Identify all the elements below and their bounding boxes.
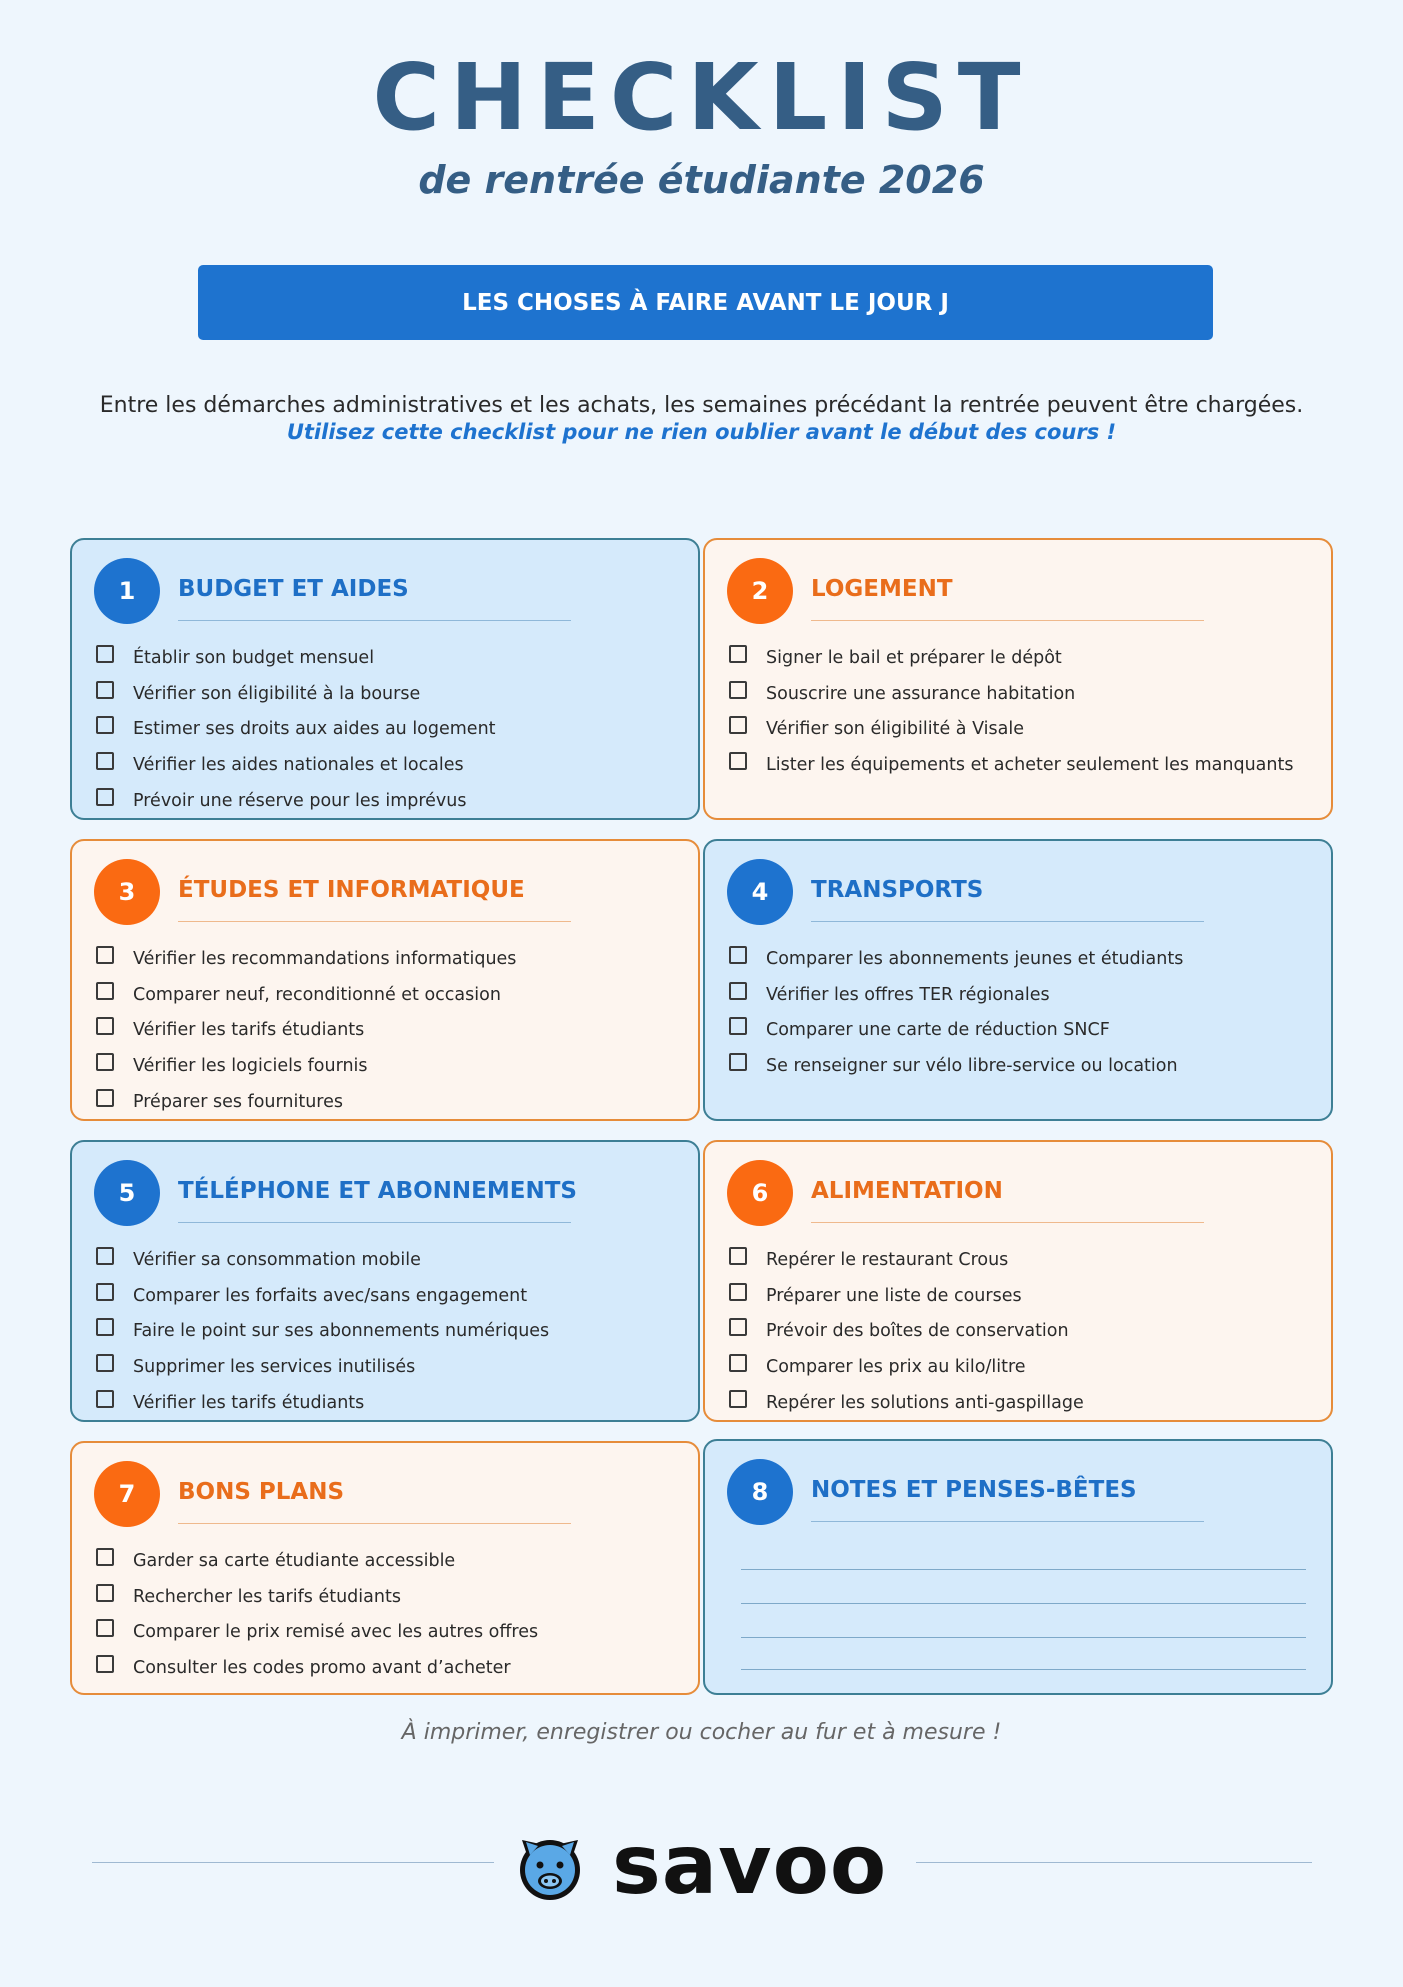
- checklist-item-label: Supprimer les services inutilisés: [133, 1356, 416, 1377]
- checklist-item-label: Signer le bail et préparer le dépôt: [766, 647, 1062, 668]
- section-title-underline: [811, 1521, 1204, 1522]
- checklist-item[interactable]: [96, 1313, 549, 1349]
- checklist-item[interactable]: [96, 1278, 549, 1314]
- checklist-item-label: Se renseigner sur vélo libre-service ou location: [766, 1055, 1178, 1076]
- section-card-1: [70, 538, 700, 820]
- checklist-item-label: Consulter les codes promo avant d’acheter: [133, 1657, 511, 1678]
- checklist-item-label: Vérifier les recommandations informatiques: [133, 948, 517, 969]
- section-title: BONS PLANS: [178, 1479, 345, 1505]
- checkbox[interactable]: [96, 1089, 114, 1107]
- section-number-badge: 4: [727, 859, 793, 925]
- checklist-item-label: Vérifier les tarifs étudiants: [133, 1392, 365, 1413]
- checklist-item[interactable]: [729, 941, 1183, 977]
- section-title: LOGEMENT: [811, 576, 953, 602]
- section-title: TRANSPORTS: [811, 877, 984, 903]
- checklist-item-label: Faire le point sur ses abonnements numériques: [133, 1321, 550, 1342]
- section-title: BUDGET ET AIDES: [178, 576, 409, 602]
- checklist-item-label: Établir son budget mensuel: [133, 647, 375, 668]
- checkbox[interactable]: [729, 1354, 747, 1372]
- checkbox[interactable]: [729, 645, 747, 663]
- checklist: [96, 941, 516, 1119]
- checklist: [96, 640, 496, 818]
- checklist-item-label: Lister les équipements et acheter seulement les manquants: [766, 754, 1294, 775]
- checkbox[interactable]: [96, 1283, 114, 1301]
- checklist-item-label: Comparer le prix remisé avec les autres offres: [133, 1622, 539, 1643]
- checklist-item[interactable]: [96, 977, 516, 1013]
- checkbox[interactable]: [96, 1390, 114, 1408]
- section-title-underline: [811, 921, 1204, 922]
- note-writing-line[interactable]: [741, 1569, 1306, 1570]
- checklist-item[interactable]: [96, 941, 516, 977]
- intro-text: Entre les démarches administratives et les achats, les semaines précédant la rentrée peuvent être chargées.: [99, 393, 1304, 418]
- section-title: TÉLÉPHONE ET ABONNEMENTS: [178, 1178, 577, 1204]
- checklist-item-label: Souscrire une assurance habitation: [766, 683, 1076, 704]
- checklist: [96, 1543, 538, 1686]
- section-card-6: [703, 1140, 1333, 1422]
- checklist-item[interactable]: [96, 747, 496, 783]
- checkbox[interactable]: [96, 788, 114, 806]
- checklist-item[interactable]: [96, 1048, 516, 1084]
- checklist-item[interactable]: [96, 1614, 538, 1650]
- checkbox[interactable]: [96, 982, 114, 1000]
- checklist-item-label: Comparer les abonnements jeunes et étudiants: [766, 948, 1184, 969]
- note-writing-line[interactable]: [741, 1669, 1306, 1670]
- checklist-item-label: Préparer ses fournitures: [133, 1091, 343, 1112]
- banner: [198, 265, 1213, 340]
- checkbox[interactable]: [729, 752, 747, 770]
- checklist-item[interactable]: [729, 711, 1293, 747]
- pig-icon: [512, 1828, 588, 1904]
- checklist-item[interactable]: [96, 676, 496, 712]
- section-number-badge: 2: [727, 558, 793, 624]
- checklist-item[interactable]: [729, 1385, 1084, 1421]
- checklist-item[interactable]: [96, 1012, 516, 1048]
- checklist-item-label: Vérifier les aides nationales et locales: [133, 754, 464, 775]
- checklist: [729, 640, 1293, 783]
- footer-note: À imprimer, enregistrer ou cocher au fur et à mesure !: [401, 1720, 1002, 1745]
- section-number-badge: 7: [94, 1461, 160, 1527]
- checklist-item[interactable]: [96, 783, 496, 819]
- checklist-item[interactable]: [96, 711, 496, 747]
- checkbox[interactable]: [729, 1318, 747, 1336]
- section-title: NOTES ET PENSES-BÊTES: [811, 1477, 1137, 1503]
- checklist-item[interactable]: [96, 1349, 549, 1385]
- footer-divider-left: [92, 1862, 494, 1863]
- section-title-underline: [811, 1222, 1204, 1223]
- checklist-item[interactable]: [729, 1048, 1183, 1084]
- intro-highlight: Utilisez cette checklist pour ne rien oublier avant le début des cours !: [286, 420, 1117, 444]
- checkbox[interactable]: [729, 1283, 747, 1301]
- checklist-item[interactable]: [729, 676, 1293, 712]
- checkbox[interactable]: [729, 982, 747, 1000]
- footer-divider-right: [916, 1862, 1312, 1863]
- checklist-item-label: Rechercher les tarifs étudiants: [133, 1586, 401, 1607]
- section-number-badge: 1: [94, 558, 160, 624]
- checkbox[interactable]: [96, 1619, 114, 1637]
- section-number-badge: 5: [94, 1160, 160, 1226]
- checkbox[interactable]: [96, 946, 114, 964]
- checkbox[interactable]: [96, 1017, 114, 1035]
- checklist-item[interactable]: [729, 977, 1183, 1013]
- brand-logo: [512, 1818, 888, 1913]
- checklist-item-label: Prévoir des boîtes de conservation: [766, 1321, 1069, 1342]
- section-card-2: [703, 538, 1333, 820]
- section-card-7: [70, 1441, 700, 1695]
- checklist-item-label: Vérifier sa consommation mobile: [133, 1249, 421, 1270]
- checklist-item[interactable]: [729, 1278, 1084, 1314]
- checklist-item[interactable]: [96, 640, 496, 676]
- checklist-item-label: Comparer neuf, reconditionné et occasion: [133, 984, 501, 1005]
- checklist-item-label: Comparer une carte de réduction SNCF: [766, 1020, 1110, 1041]
- section-title: ALIMENTATION: [811, 1178, 1003, 1204]
- checklist-item-label: Vérifier son éligibilité à Visale: [766, 719, 1025, 740]
- checklist-item[interactable]: [96, 1650, 538, 1686]
- checkbox[interactable]: [96, 1247, 114, 1265]
- checklist-item-label: Repérer les solutions anti-gaspillage: [766, 1392, 1084, 1413]
- checkbox[interactable]: [729, 681, 747, 699]
- checkbox[interactable]: [96, 1584, 114, 1602]
- section-title-underline: [178, 921, 571, 922]
- checkbox[interactable]: [729, 1053, 747, 1071]
- checklist: [729, 941, 1183, 1084]
- brand-wordmark: savoo: [612, 1818, 888, 1913]
- checklist-item[interactable]: [729, 1349, 1084, 1385]
- page-subtitle: de rentrée étudiante 2026: [418, 158, 985, 202]
- checkbox[interactable]: [96, 716, 114, 734]
- section-card-4: [703, 839, 1333, 1121]
- section-number-badge: 6: [727, 1160, 793, 1226]
- note-writing-line[interactable]: [741, 1637, 1306, 1638]
- checklist-item-label: Vérifier les offres TER régionales: [766, 984, 1050, 1005]
- section-card-5: [70, 1140, 700, 1422]
- checklist-item[interactable]: [96, 1543, 538, 1579]
- section-number-badge: 3: [94, 859, 160, 925]
- checklist: [96, 1242, 549, 1420]
- checklist-item-label: Vérifier les tarifs étudiants: [133, 1020, 365, 1041]
- section-title-underline: [178, 1222, 571, 1223]
- checklist-item[interactable]: [729, 747, 1293, 783]
- page-title: CHECKLIST: [372, 44, 1031, 151]
- checklist-item-label: Repérer le restaurant Crous: [766, 1249, 1009, 1270]
- section-card-3: [70, 839, 700, 1121]
- checklist-item-label: Estimer ses droits aux aides au logement: [133, 719, 496, 740]
- checklist-item[interactable]: [96, 1242, 549, 1278]
- section-card-8: [703, 1439, 1333, 1695]
- checkbox[interactable]: [96, 1655, 114, 1673]
- checklist-item-label: Vérifier les logiciels fournis: [133, 1055, 368, 1076]
- checklist-item[interactable]: [96, 1579, 538, 1615]
- checklist-item[interactable]: [729, 1313, 1084, 1349]
- checkbox[interactable]: [729, 1247, 747, 1265]
- checkbox[interactable]: [96, 1548, 114, 1566]
- section-title-underline: [178, 1523, 571, 1524]
- checklist-item[interactable]: [96, 1385, 549, 1421]
- section-number-badge: 8: [727, 1459, 793, 1525]
- checkbox[interactable]: [96, 645, 114, 663]
- checkbox[interactable]: [729, 716, 747, 734]
- checklist-item-label: Préparer une liste de courses: [766, 1285, 1022, 1306]
- checkbox[interactable]: [96, 1354, 114, 1372]
- checklist-item[interactable]: [729, 640, 1293, 676]
- section-title: ÉTUDES ET INFORMATIQUE: [178, 877, 525, 903]
- section-title-underline: [811, 620, 1204, 621]
- checklist-item-label: Prévoir une réserve pour les imprévus: [133, 790, 467, 811]
- banner-label: LES CHOSES À FAIRE AVANT LE JOUR J: [462, 289, 949, 316]
- checklist-item-label: Vérifier son éligibilité à la bourse: [133, 683, 421, 704]
- checklist-item[interactable]: [729, 1012, 1183, 1048]
- checkbox[interactable]: [96, 681, 114, 699]
- section-title-underline: [178, 620, 571, 621]
- checkbox[interactable]: [729, 946, 747, 964]
- checkbox[interactable]: [729, 1390, 747, 1408]
- checkbox[interactable]: [96, 752, 114, 770]
- checklist-item[interactable]: [729, 1242, 1084, 1278]
- checklist-item-label: Comparer les forfaits avec/sans engagement: [133, 1285, 528, 1306]
- note-writing-line[interactable]: [741, 1603, 1306, 1604]
- checklist-item-label: Comparer les prix au kilo/litre: [766, 1356, 1026, 1377]
- checklist: [729, 1242, 1084, 1420]
- checkbox[interactable]: [96, 1318, 114, 1336]
- checkbox[interactable]: [729, 1017, 747, 1035]
- checkbox[interactable]: [96, 1053, 114, 1071]
- checklist-item[interactable]: [96, 1084, 516, 1120]
- checklist-item-label: Garder sa carte étudiante accessible: [133, 1550, 456, 1571]
